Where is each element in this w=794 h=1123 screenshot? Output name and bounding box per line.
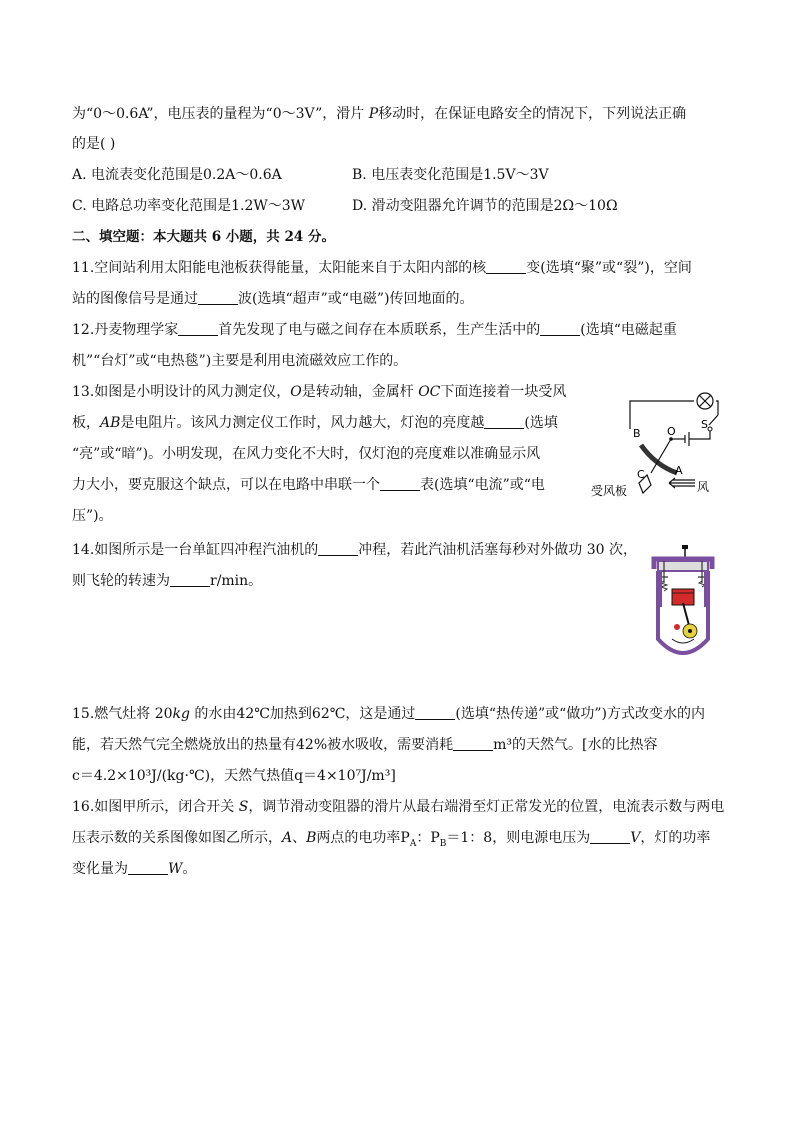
- q16-line3: 变化量为 W。: [72, 861, 197, 877]
- q15-blank-1[interactable]: [415, 705, 455, 720]
- svg-text:O: O: [667, 425, 676, 438]
- svg-text:S: S: [701, 418, 708, 431]
- engine-diagram: [650, 543, 716, 663]
- svg-text:受风板: 受风板: [591, 484, 628, 498]
- switch-lever: [709, 415, 718, 425]
- q10-line2: 的是( ): [72, 136, 116, 152]
- q13-line2: 板，AB是电阻片。该风力测定仪工作时，风力越大，灯泡的亮度越 (选填: [72, 415, 558, 431]
- svg-text:A: A: [675, 464, 683, 477]
- q16-line1: 16.如图甲所示，闭合开关 S，调节滑动变阻器的滑片从最右端滑至灯正常发光的位置，电流表示数与两电: [72, 799, 725, 815]
- q10-option-a[interactable]: A. 电流表变化范围是0.2A～0.6A: [72, 167, 282, 183]
- q14-line2: 则飞轮的转速为 r/min。: [72, 573, 263, 589]
- q13-line1: 13.如图是小明设计的风力测定仪，O是转动轴，金属杆 OC下面连接着一块受风: [72, 384, 567, 400]
- q11-blank-2[interactable]: [198, 290, 238, 305]
- q14-blank-2[interactable]: [170, 572, 210, 587]
- q14-blank-1[interactable]: [318, 541, 358, 556]
- q13-blank-2[interactable]: [380, 476, 420, 491]
- q13-line3: “亮”或“暗”)。小明发现，在风力变化不大时，仅灯泡的亮度难以准确显示风: [72, 446, 541, 462]
- q11-blank-1[interactable]: [486, 259, 526, 274]
- q15-line3: c＝4.2×10³J/(kg·℃)，天然气热值q＝4×10⁷J/m³]: [72, 768, 396, 784]
- q11-line2: 站的图像信号是通过 波(选填“超声”或“电磁”)传回地面的。: [72, 291, 474, 307]
- wind-meter-diagram: [585, 385, 725, 505]
- q13-line5: 压”)。: [72, 508, 113, 524]
- q12-blank-2[interactable]: [540, 321, 580, 336]
- svg-text:风: 风: [697, 480, 710, 494]
- q13-blank-1[interactable]: [484, 414, 524, 429]
- q15-line1: 15.燃气灶将 20kg 的水由42℃加热到62℃，这是通过 (选填“热传递”或“做功”)方式改变水的内: [72, 706, 705, 722]
- q16-line2: 压表示数的关系图像如图乙所示，A、B两点的电功率$P_A$：$P_B=1$：8，则电源电压为 V，灯的功率: [72, 830, 711, 849]
- circuit-wire-top-right: [716, 401, 718, 415]
- q11-line1: 11.空间站利用太阳能电池板获得能量，太阳能来自于太阳内部的核 变(选填“聚”或“裂”)，空间: [72, 260, 692, 276]
- q10-option-b[interactable]: B. 电压表变化范围是1.5V～3V: [352, 167, 549, 183]
- q14-line1: 14.如图所示是一台单缸四冲程汽油机的 冲程，若此汽油机活塞每秒对外做功 30 次，: [72, 542, 637, 558]
- piston-icon: [672, 589, 694, 605]
- q16-blank-2[interactable]: [128, 860, 168, 875]
- svg-text:B: B: [633, 427, 641, 440]
- section-heading: 二、填空题：本大题共 6 小题，共 24 分。: [72, 229, 336, 245]
- q15-blank-2[interactable]: [453, 736, 493, 751]
- q10-option-c[interactable]: C. 电路总功率变化范围是1.2W～3W: [72, 198, 306, 214]
- q13-line4: 力大小，要克服这个缺点，可以在电路中串联一个 表(选填“电流”或“电: [72, 477, 545, 493]
- q16-blank-1[interactable]: [590, 829, 630, 844]
- q12-line1: 12.丹麦物理学家 首先发现了电与磁之间存在本质联系，生产生活中的 (选填“电磁起重: [72, 322, 677, 338]
- q10-line1: 为“0～0.6A”，电压表的量程为“0～3V”，滑片 P移动时，在保证电路安全的情况下，下列说法正确: [72, 106, 687, 122]
- circuit-wire-top-left: [630, 401, 694, 415]
- circuit-wire-right: [689, 431, 710, 439]
- q12-blank-1[interactable]: [178, 321, 218, 336]
- q12-line2: 机”“台灯”或“电热毯”)主要是利用电流磁效应工作的。: [72, 353, 408, 369]
- q15-line2: 能，若天然气完全燃烧放出的热量有42%被水吸收，需要消耗 m³的天然气。[水的比热容: [72, 737, 658, 753]
- svg-text:C: C: [637, 468, 645, 481]
- q10-option-d[interactable]: D. 滑动变阻器允许调节的范围是2Ω～10Ω: [352, 198, 618, 214]
- wind-arrow: [669, 478, 695, 488]
